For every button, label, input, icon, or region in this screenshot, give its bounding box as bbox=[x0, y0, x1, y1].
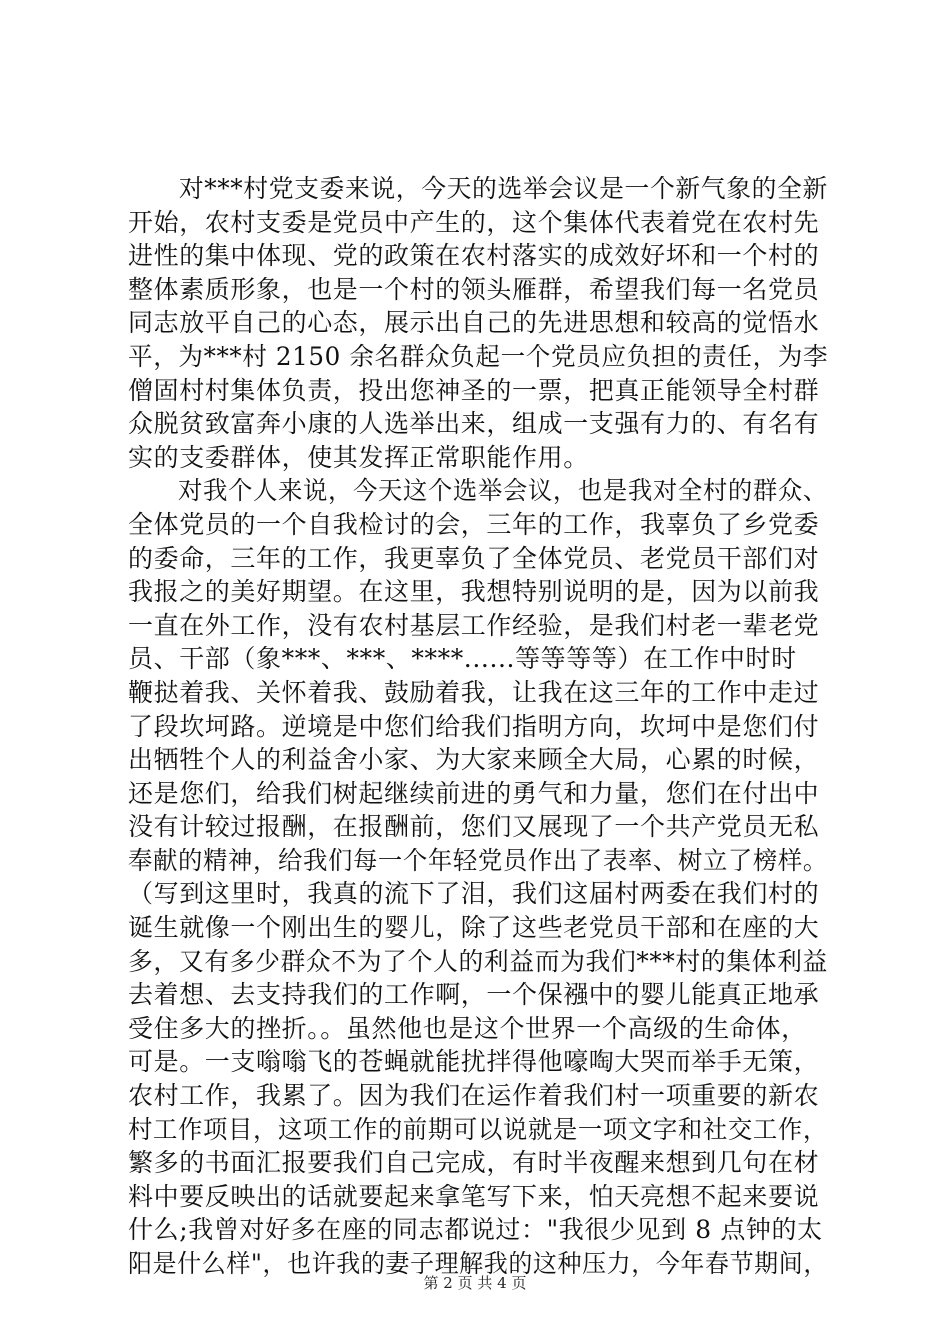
text-line: 开始，农村支委是党员中产生的，这个集体代表着党在农村先 bbox=[128, 207, 820, 237]
text-line: 实的支委群体，使其发挥正常职能作用。 bbox=[128, 442, 589, 472]
text-line: 诞生就像一个刚出生的婴儿，除了这些老党员干部和在座的大 bbox=[128, 913, 820, 943]
page-number-footer: 第 2 页 共 4 页 bbox=[423, 1274, 527, 1292]
text-line: 众脱贫致富奔小康的人选举出来，组成一支强有力的、有名有 bbox=[128, 409, 820, 439]
text-line: 农村工作，我累了。因为我们在运作着我们村一项重要的新农 bbox=[128, 1081, 820, 1111]
text-line: 繁多的书面汇报要我们自己完成，有时半夜醒来想到几句在材 bbox=[128, 1148, 820, 1178]
text-line: 奉献的精神，给我们每一个年轻党员作出了表率、树立了榜样。 bbox=[128, 845, 828, 875]
text-line: 什么;我曾对好多在座的同志都说过："我很少见到 8 点钟的太 bbox=[128, 1215, 823, 1245]
text-line: 一直在外工作，没有农村基层工作经验，是我们村老一辈老党 bbox=[128, 610, 820, 640]
text-line: 出牺牲个人的利益舍小家、为大家来顾全大局，心累的时候， bbox=[128, 745, 820, 775]
document-body bbox=[128, 172, 828, 1281]
text-line: 村工作项目，这项工作的前期可以说就是一项文字和社交工作， bbox=[128, 1114, 828, 1144]
text-line: 的委命，三年的工作，我更辜负了全体党员、老党员干部们对 bbox=[128, 543, 820, 573]
text-line: 受住多大的挫折。。虽然他也是这个世界一个高级的生命体， bbox=[128, 1013, 807, 1043]
text-line: 没有计较过报酬，在报酬前，您们又展现了一个共产党员无私 bbox=[128, 812, 820, 842]
text-line: 鞭挞着我、关怀着我、鼓励着我，让我在这三年的工作中走过 bbox=[128, 677, 820, 707]
text-line: 阳是什么样"，也许我的妻子理解我的这种压力，今年春节期间， bbox=[128, 1249, 828, 1278]
text-line: 去着想、去支持我们的工作啊，一个保襁中的婴儿能真正地承 bbox=[128, 980, 820, 1010]
text-line: 对***村党支委来说，今天的选举会议是一个新气象的全新 bbox=[128, 174, 828, 203]
text-line: 还是您们，给我们树起继续前进的勇气和力量，您们在付出中 bbox=[128, 778, 820, 808]
text-line: 进性的集中体现、党的政策在农村落实的成效好坏和一个村的 bbox=[128, 241, 820, 271]
text-line: 员、干部（象***、***、****......等等等等）在工作中时时 bbox=[128, 644, 797, 674]
text-line: 了段坎坷路。逆境是中您们给我们指明方向，坎坷中是您们付 bbox=[128, 711, 820, 741]
text-line: 料中要反映出的话就要起来拿笔写下来，怕天亮想不起来要说 bbox=[128, 1181, 820, 1211]
text-line: 我报之的美好期望。在这里，我想特别说明的是，因为以前我 bbox=[128, 577, 820, 607]
text-line: 多，又有多少群众不为了个人的利益而为我们***村的集体利益 bbox=[128, 946, 828, 976]
text-line: 同志放平自己的心态，展示出自己的先进思想和较高的觉悟水 bbox=[128, 308, 820, 338]
text-line: 对我个人来说，今天这个选举会议，也是我对全村的群众、 bbox=[128, 476, 828, 506]
text-line: 全体党员的一个自我检讨的会，三年的工作，我辜负了乡党委 bbox=[128, 509, 820, 539]
text-line: 僧固村村集体负责，投出您神圣的一票，把真正能领导全村群 bbox=[128, 375, 820, 405]
text-line: 平，为***村 2150 余名群众负起一个党员应负担的责任，为李 bbox=[128, 341, 829, 371]
text-line: （写到这里时，我真的流下了泪，我们这届村两委在我们村的 bbox=[128, 879, 820, 909]
text-line: 整体素质形象，也是一个村的领头雁群，希望我们每一名党员 bbox=[128, 274, 820, 304]
text-line: 可是。一支嗡嗡飞的苍蝇就能扰拌得他嚎啕大哭而举手无策， bbox=[128, 1047, 820, 1077]
